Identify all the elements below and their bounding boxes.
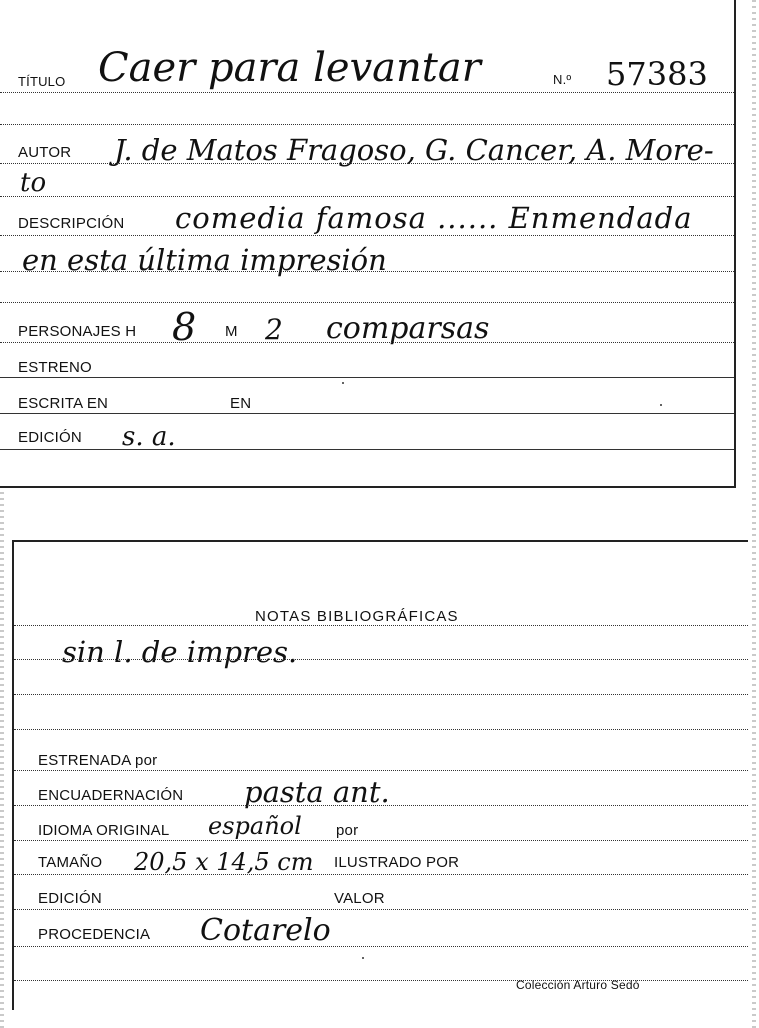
- tamano-rule: [14, 874, 748, 875]
- idioma-por-label: por: [336, 822, 359, 839]
- edicion-value: s. a.: [122, 422, 176, 452]
- titulo-value: Caer para levantar: [98, 45, 481, 91]
- personajes-extra: comparsas: [326, 311, 490, 346]
- encuadernacion-label: ENCUADERNACIÓN: [38, 787, 184, 804]
- encuadernacion-value: pasta ant.: [244, 775, 390, 809]
- escrita-en-rule: [0, 413, 734, 414]
- ink-speck: [342, 382, 344, 384]
- escrita-en-label: ESCRITA EN: [18, 395, 109, 412]
- encuadernacion-rule: [14, 805, 748, 806]
- catalog-card-back: [12, 540, 748, 1010]
- notas-rule-1: [14, 625, 748, 626]
- descripcion-label: DESCRIPCIÓN: [18, 215, 125, 232]
- front-rule-blank: [0, 302, 734, 303]
- procedencia-rule: [14, 946, 748, 947]
- notas-rule-3: [14, 694, 748, 695]
- procedencia-label: PROCEDENCIA: [38, 926, 151, 943]
- autor-value-line1: J. de Matos Fragoso, G. Cancer, A. More-: [114, 133, 714, 167]
- notas-rule-4: [14, 729, 748, 730]
- coleccion-label: Colección Arturo Sedó: [516, 978, 640, 992]
- estrenada-label: ESTRENADA por: [38, 752, 158, 769]
- right-edge-scan-noise: [752, 0, 756, 1028]
- tamano-value: 20,5 x 14,5 cm: [134, 848, 314, 876]
- idioma-rule: [14, 840, 748, 841]
- edicion-back-rule: [14, 909, 748, 910]
- front-rule-2: [0, 124, 734, 125]
- numero-value: 57383: [606, 55, 708, 93]
- edicion-back-label: EDICIÓN: [38, 890, 102, 907]
- descripcion-rule-1: [0, 235, 734, 236]
- descripcion-value-line2: en esta última impresión: [22, 243, 387, 277]
- ink-speck: [660, 404, 662, 406]
- numero-label: N.º: [553, 72, 572, 87]
- procedencia-value: Cotarelo: [200, 913, 331, 948]
- notas-value: sin l. de impres.: [62, 635, 298, 669]
- notas-heading: NOTAS BIBLIOGRÁFICAS: [255, 608, 459, 625]
- autor-rule-1: [0, 163, 734, 164]
- ilustrado-label: ILUSTRADO POR: [334, 854, 460, 871]
- descripcion-value-line1: comedia famosa ...... Enmendada: [175, 201, 693, 235]
- edicion-label: EDICIÓN: [18, 429, 82, 446]
- ink-speck: [362, 957, 364, 959]
- tamano-label: TAMAÑO: [38, 854, 103, 871]
- titulo-label: TÍTULO: [18, 74, 66, 89]
- personajes-label: PERSONAJES H: [18, 323, 137, 340]
- estreno-label: ESTRENO: [18, 359, 92, 376]
- estreno-rule: [0, 377, 734, 378]
- idioma-label: IDIOMA ORIGINAL: [38, 822, 170, 839]
- descripcion-rule-2: [0, 271, 734, 272]
- notas-rule-2: [14, 659, 748, 660]
- autor-value-line2: to: [20, 168, 47, 198]
- idioma-value: español: [208, 812, 302, 840]
- catalog-card-front: [0, 0, 736, 488]
- edicion-rule: [0, 449, 734, 450]
- valor-label: VALOR: [334, 890, 385, 907]
- en-label: EN: [230, 395, 252, 412]
- personajes-h-value: 8: [172, 305, 197, 349]
- autor-rule-2: [0, 196, 734, 197]
- personajes-rule: [0, 342, 734, 343]
- personajes-m-label: M: [225, 323, 238, 340]
- titulo-rule: [0, 92, 734, 93]
- autor-label: AUTOR: [18, 144, 72, 161]
- estrenada-rule: [14, 770, 748, 771]
- personajes-m-value: 2: [265, 313, 283, 346]
